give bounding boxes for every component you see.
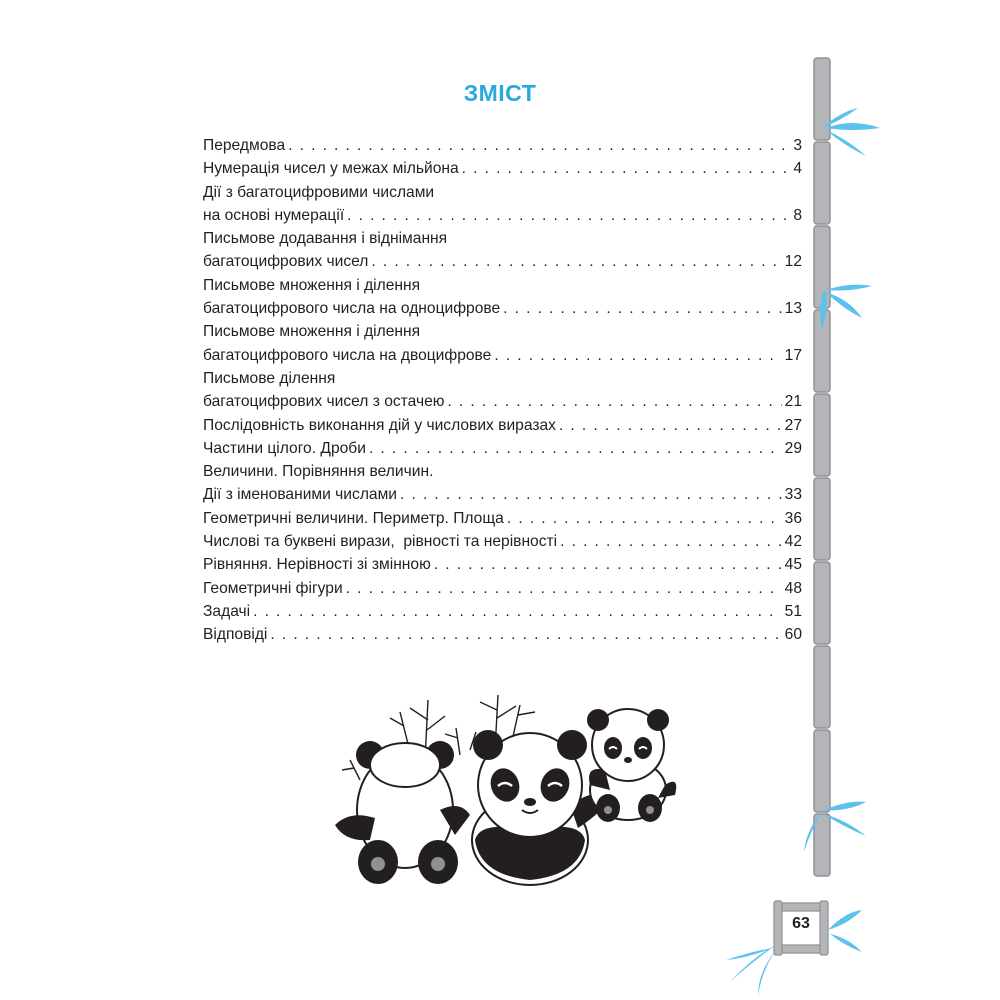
toc-entry bbox=[203, 157, 802, 180]
toc-entry-page: 8 bbox=[793, 206, 802, 224]
toc-entry-title-continued: багатоцифрових чисел bbox=[203, 253, 369, 271]
dot-leader bbox=[371, 250, 781, 273]
toc-entry bbox=[203, 414, 802, 437]
toc-entry-title: Рівняння. Нерівності зі змінною bbox=[203, 556, 431, 574]
dot-leader bbox=[434, 553, 782, 576]
dot-leader bbox=[253, 600, 782, 623]
toc-entry-page: 45 bbox=[784, 556, 802, 574]
toc-entry bbox=[203, 274, 802, 321]
toc-entry-title: Письмове додавання і віднімання bbox=[203, 230, 448, 248]
toc-entry bbox=[203, 320, 802, 367]
dot-leader bbox=[346, 577, 782, 600]
toc-entry-page: 4 bbox=[793, 160, 802, 178]
dot-leader bbox=[369, 437, 782, 460]
toc-entry bbox=[203, 623, 802, 646]
page-title: ЗМІСТ bbox=[463, 80, 537, 106]
toc-entry-page: 13 bbox=[784, 300, 802, 318]
dot-leader bbox=[503, 297, 781, 320]
toc-entry-page: 36 bbox=[784, 509, 802, 527]
toc-entry-page: 33 bbox=[784, 486, 802, 504]
table-of-contents bbox=[203, 134, 802, 647]
dot-leader bbox=[507, 507, 782, 530]
dot-leader bbox=[447, 390, 781, 413]
toc-entry-title-continued: багатоцифрового числа на одноцифрове bbox=[203, 300, 501, 318]
dot-leader bbox=[270, 623, 781, 646]
dot-leader bbox=[400, 483, 782, 506]
toc-entry-title: Величини. Порівняння величин. bbox=[203, 463, 434, 481]
dot-leader bbox=[494, 344, 781, 367]
page-number: 63 bbox=[792, 915, 810, 932]
toc-entry bbox=[203, 507, 802, 530]
toc-entry-title: Геометричні фігури bbox=[203, 579, 343, 597]
toc-entry-title: Відповіді bbox=[203, 626, 268, 644]
toc-entry-page: 60 bbox=[784, 626, 802, 644]
dot-leader bbox=[462, 157, 791, 180]
toc-entry-page: 3 bbox=[793, 137, 802, 154]
dot-leader bbox=[288, 134, 790, 157]
toc-entry-page: 29 bbox=[784, 439, 802, 457]
toc-entry-title: Письмове множення і ділення bbox=[203, 323, 421, 341]
toc-entry-title: Дії з багатоцифровими числами bbox=[203, 183, 435, 201]
toc-entry bbox=[203, 367, 802, 414]
toc-entry-title: Числові та буквені вирази, рівності та нерівності bbox=[203, 533, 558, 551]
toc-entry-title: Нумерація чисел у межах мільйона bbox=[203, 160, 459, 178]
toc-entry-title-continued: Дії з іменованими числами bbox=[203, 486, 398, 504]
toc-entry-title: Письмове ділення bbox=[203, 369, 336, 387]
toc-entry-title: Задачі bbox=[203, 602, 251, 620]
toc-entry-page: 48 bbox=[784, 579, 802, 597]
toc-entry-title-continued: багатоцифрового числа на двоцифрове bbox=[203, 346, 492, 364]
toc-entry-page: 27 bbox=[784, 416, 802, 434]
toc-entry bbox=[203, 134, 802, 157]
pandas-illustration bbox=[330, 690, 690, 890]
toc-entry-page: 51 bbox=[784, 602, 802, 620]
panda-right-icon bbox=[587, 709, 676, 822]
toc-entry bbox=[203, 530, 802, 553]
panda-middle-icon bbox=[472, 730, 610, 885]
toc-entry bbox=[203, 437, 802, 460]
toc-entry bbox=[203, 227, 802, 274]
toc-entry-page: 17 bbox=[784, 346, 802, 364]
dot-leader bbox=[347, 204, 790, 227]
toc-entry-title-continued: багатоцифрових чисел з остачею bbox=[203, 393, 445, 411]
toc-entry-title: Геометричні величини. Периметр. Площа bbox=[203, 509, 504, 527]
dot-leader bbox=[560, 530, 782, 553]
toc-entry-page: 12 bbox=[784, 253, 802, 271]
toc-entry-title: Частини цілого. Дроби bbox=[203, 439, 366, 457]
toc-entry bbox=[203, 553, 802, 576]
toc-entry-page: 42 bbox=[784, 533, 802, 551]
dot-leader bbox=[559, 414, 782, 437]
toc-entry bbox=[203, 577, 802, 600]
toc-entry-title: Послідовність виконання дій у числових виразах bbox=[203, 416, 556, 434]
toc-entry-title-continued: на основі нумерації bbox=[203, 206, 345, 224]
toc-entry bbox=[203, 600, 802, 623]
toc-entry-page: 21 bbox=[784, 393, 802, 411]
toc-entry bbox=[203, 460, 802, 507]
toc-entry bbox=[203, 181, 802, 228]
toc-entry-title: Передмова bbox=[203, 137, 286, 154]
panda-left-icon bbox=[335, 741, 470, 884]
toc-entry-title: Письмове множення і ділення bbox=[203, 276, 421, 294]
